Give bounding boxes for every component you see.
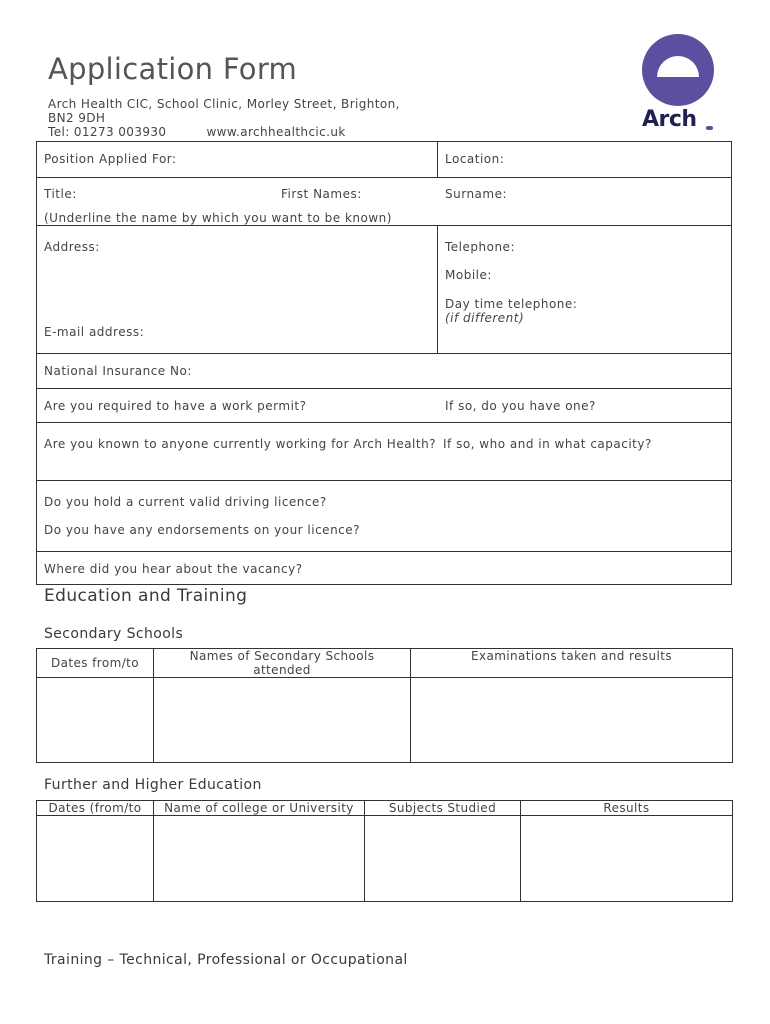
table-cell[interactable] bbox=[411, 678, 733, 763]
national-insurance-field[interactable]: National Insurance No: bbox=[44, 364, 192, 378]
column-header-subjects: Subjects Studied bbox=[365, 801, 521, 816]
mobile-field[interactable]: Mobile: bbox=[445, 268, 492, 282]
column-header-dates: Dates from/to bbox=[37, 649, 154, 678]
title-field[interactable]: Title: bbox=[44, 187, 77, 201]
table-cell[interactable] bbox=[365, 816, 521, 902]
divider bbox=[437, 142, 438, 177]
work-permit-followup[interactable]: If so, do you have one? bbox=[445, 399, 596, 413]
arch-logo bbox=[638, 34, 720, 134]
table-cell[interactable] bbox=[37, 678, 154, 763]
table-cell[interactable] bbox=[521, 816, 733, 902]
divider bbox=[437, 225, 438, 353]
if-different-note: (if different) bbox=[445, 311, 525, 325]
work-permit-question[interactable]: Are you required to have a work permit? bbox=[44, 399, 307, 413]
contact-row bbox=[48, 125, 400, 139]
column-header-examinations: Examinations taken and results bbox=[411, 649, 733, 678]
email-field[interactable]: E-mail address: bbox=[44, 325, 145, 339]
logo-dot bbox=[706, 126, 713, 130]
divider bbox=[37, 388, 731, 389]
divider bbox=[37, 177, 731, 178]
location-field[interactable]: Location: bbox=[445, 152, 505, 166]
organisation-address bbox=[48, 97, 400, 139]
table-cell[interactable] bbox=[37, 816, 154, 902]
column-header-school-names bbox=[154, 649, 411, 678]
header-text: Names of Secondary Schools bbox=[189, 649, 375, 663]
underline-note: (Underline the name by which you want to be known) bbox=[44, 211, 392, 225]
table-cell[interactable] bbox=[154, 678, 411, 763]
further-education-heading: Further and Higher Education bbox=[44, 777, 262, 793]
table-header-row bbox=[37, 801, 733, 816]
arch-logo-icon bbox=[638, 34, 720, 106]
logo-text: Arch bbox=[642, 107, 697, 132]
divider bbox=[37, 480, 731, 481]
page-title: Application Form bbox=[48, 52, 298, 86]
address-line-2: BN2 9DH bbox=[48, 111, 106, 125]
known-to-staff-followup[interactable]: If so, who and in what capacity? bbox=[443, 437, 652, 451]
education-heading: Education and Training bbox=[44, 586, 248, 606]
divider bbox=[37, 353, 731, 354]
table-header-row bbox=[37, 649, 733, 678]
table-cell[interactable] bbox=[154, 816, 365, 902]
website-link[interactable]: www.archhealthcic.uk bbox=[206, 125, 346, 139]
day-telephone-field[interactable]: Day time telephone: bbox=[445, 297, 578, 311]
secondary-schools-heading: Secondary Schools bbox=[44, 626, 184, 642]
column-header-college: Name of college or University bbox=[154, 801, 365, 816]
column-header-results: Results bbox=[521, 801, 733, 816]
training-heading: Training – Technical, Professional or Occupational bbox=[44, 952, 408, 968]
secondary-schools-table bbox=[36, 648, 733, 763]
address-field[interactable]: Address: bbox=[44, 240, 100, 254]
position-applied-field[interactable]: Position Applied For: bbox=[44, 152, 177, 166]
surname-field[interactable]: Surname: bbox=[445, 187, 508, 201]
table-row bbox=[37, 678, 733, 763]
driving-licence-question[interactable]: Do you hold a current valid driving licence? bbox=[44, 495, 327, 509]
personal-details-form bbox=[36, 141, 732, 585]
first-names-field[interactable]: First Names: bbox=[281, 187, 362, 201]
endorsements-question[interactable]: Do you have any endorsements on your licence? bbox=[44, 523, 361, 537]
known-to-staff-question[interactable]: Are you known to anyone currently working for Arch Health? bbox=[44, 437, 437, 451]
column-header-dates: Dates (from/to bbox=[37, 801, 154, 816]
telephone-field[interactable]: Telephone: bbox=[445, 240, 515, 254]
header-text: attended bbox=[253, 663, 311, 677]
further-education-table bbox=[36, 800, 733, 902]
table-row bbox=[37, 816, 733, 902]
divider bbox=[37, 551, 731, 552]
address-line-1: Arch Health CIC, School Clinic, Morley Street, Brighton, bbox=[48, 97, 400, 111]
divider bbox=[37, 422, 731, 423]
telephone-number: Tel: 01273 003930 bbox=[48, 125, 167, 139]
divider bbox=[37, 225, 731, 226]
vacancy-source-question[interactable]: Where did you hear about the vacancy? bbox=[44, 562, 303, 576]
